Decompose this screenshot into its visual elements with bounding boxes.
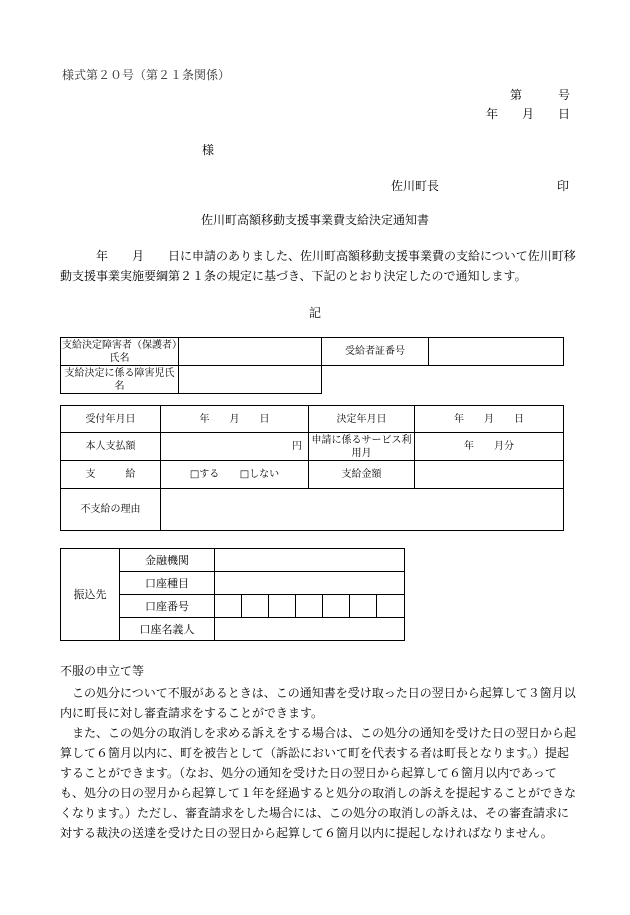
service-month-label: 申請に係るサービス利用月 xyxy=(309,433,415,461)
objection-heading: 不服の申立て等 xyxy=(60,664,145,678)
payment-label: 支 給 xyxy=(61,461,161,489)
certificate-number-field[interactable] xyxy=(429,338,564,366)
account-number-digit-1[interactable] xyxy=(215,595,242,618)
seal-mark: 印 xyxy=(557,179,570,193)
child-name-field[interactable] xyxy=(179,366,322,394)
payment-yes-checkbox[interactable]: □する xyxy=(189,469,220,480)
bank-name-label: 金融機関 xyxy=(120,549,215,572)
account-holder-label: 口座名義人 xyxy=(120,618,215,641)
addressee: 様 xyxy=(202,143,215,157)
receipt-date-label: 受付年月日 xyxy=(61,406,161,433)
payment-amount-label: 支給金額 xyxy=(309,461,415,489)
receipt-date-field[interactable]: 年 月 日 xyxy=(161,406,309,433)
account-number-digit-3[interactable] xyxy=(269,595,296,618)
payment-options xyxy=(161,461,309,489)
ki-heading: 記 xyxy=(308,306,321,320)
bank-name-field[interactable] xyxy=(215,549,405,572)
objection-paragraph-2: また、この処分の取消しを求める訴えをする場合は、この処分の通知を受けた日の翌日から起算して６箇月以内に、町を被告として（訴訟において町を代表する者は町長となります。）提起することができます。（なお、処分の通知を受けた日の翌日から起算して６箇月以内であっても、処分の日の翌月から起算して１年を経過すると処分の取消しの訴えを提起することができなくなります。）ただし、審査請求をした場合には、この処分の取消しの訴えは、その審査請求に対する裁決の送達を受けた日の翌日から起算して６箇月以内に提起しなければなりません。 xyxy=(60,726,577,840)
payment-amount-field[interactable] xyxy=(415,461,564,489)
account-number-digit-2[interactable] xyxy=(242,595,269,618)
account-type-field[interactable] xyxy=(215,572,405,595)
certificate-number-label: 受給者証番号 xyxy=(322,338,429,366)
document-number: 第 号 xyxy=(509,88,570,102)
form-number: 様式第２０号（第２１条関係） xyxy=(62,68,231,82)
non-payment-reason-field[interactable] xyxy=(161,489,564,531)
objection-section xyxy=(60,683,580,843)
blank-area xyxy=(322,366,564,394)
account-number-digit-5[interactable] xyxy=(323,595,350,618)
non-payment-reason-label: 不支給の理由 xyxy=(61,489,161,531)
transfer-destination-label: 振込先 xyxy=(61,549,120,641)
self-payment-field[interactable]: 円 xyxy=(161,433,309,461)
account-holder-field[interactable] xyxy=(215,618,405,641)
child-name-label: 支給決定に係る障害児氏名 xyxy=(61,366,179,394)
objection-paragraph-1: この処分について不服があるときは、この通知書を受け取った日の翌日から起算して３箇月以内に町長に対し審査請求をすることができます。 xyxy=(60,686,576,720)
applicant-table xyxy=(60,337,564,394)
account-number-digit-7[interactable] xyxy=(377,595,405,618)
account-number-digit-6[interactable] xyxy=(350,595,377,618)
account-number-label: 口座番号 xyxy=(120,595,215,618)
bank-transfer-table xyxy=(60,548,405,641)
document-title: 佐川町高額移動支援事業費支給決定通知書 xyxy=(200,213,429,227)
decision-date-field[interactable]: 年 月 日 xyxy=(415,406,564,433)
issue-date: 年 月 日 xyxy=(485,107,570,121)
decision-date-label: 決定年月日 xyxy=(309,406,415,433)
decision-table xyxy=(60,405,564,531)
payment-no-checkbox[interactable]: □しない xyxy=(239,469,280,480)
applicant-name-field[interactable] xyxy=(179,338,322,366)
applicant-name-label: 支給決定障害者（保護者）氏名 xyxy=(62,339,177,364)
account-number-digit-4[interactable] xyxy=(296,595,323,618)
service-month-field[interactable]: 年 月分 xyxy=(415,433,564,461)
self-payment-label: 本人支払額 xyxy=(61,433,161,461)
notice-body: 年 月 日に申請のありました、佐川町高額移動支援事業費の支給について佐川町移動支援事業実施要綱第２１条の規定に基づき、下記のとおり決定したので通知します。 xyxy=(60,249,576,283)
issuer-name: 佐川町長 xyxy=(391,179,440,193)
account-type-label: 口座種目 xyxy=(120,572,215,595)
